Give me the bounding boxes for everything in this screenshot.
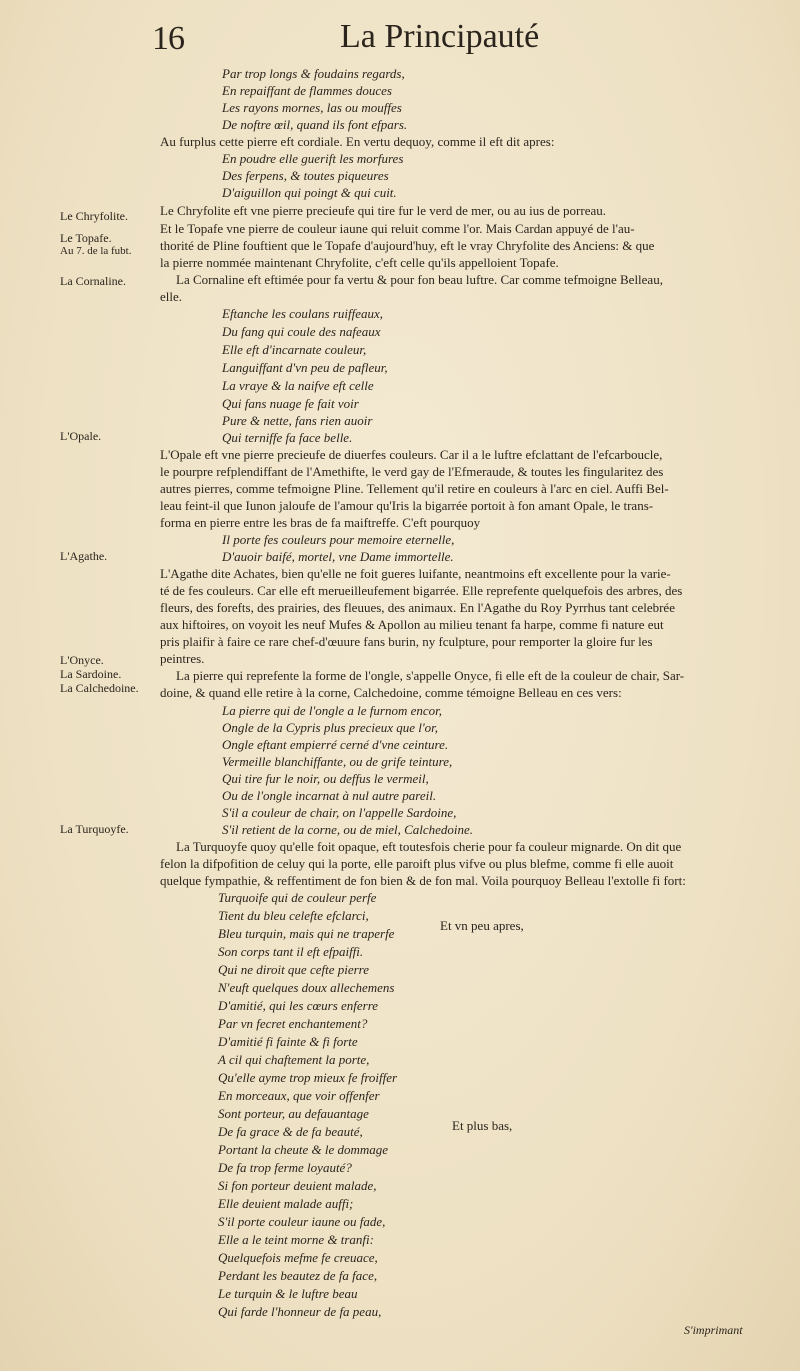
text-line: Des ferpens, & toutes piqueures <box>222 168 389 183</box>
text-line: le pourpre refplendiffant de l'Amethifte, le verd gay de l'Efmeraude, & toutes les fingularitez des <box>160 464 664 479</box>
margin-note-chrysolite: Le Chryfolite. <box>60 209 128 223</box>
text-line: Languiffant d'vn peu de pafleur, <box>222 360 388 375</box>
text-line: Ongle de la Cypris plus precieux que l'or, <box>222 720 439 735</box>
text-line: leau feint-il que Iunon jaloufe de l'amour qu'Iris la bigarrée portoit à fon amant Opale, le trans- <box>160 498 654 513</box>
text-line: quelque fympathie, & reffentiment de fon bien & de fon mal. Voila pourquoy Belleau l'extolle fi fort: <box>160 873 686 888</box>
text-line: Qu'elle ayme trop mieux fe froiffer <box>218 1070 398 1085</box>
text-line: la pierre nommée maintenant Chryfolite, c'eft celle qu'ils appelloient Topafe. <box>160 255 559 270</box>
text-line: Qui fans nuage fe fait voir <box>222 396 359 411</box>
text-line: S'il a couleur de chair, on l'appelle Sardoine, <box>222 805 457 820</box>
text-line: Turquoife qui de couleur perfe <box>218 890 377 905</box>
text-line: La vraye & la naifve eft celle <box>222 378 374 393</box>
margin-note-opale: L'Opale. <box>60 429 102 443</box>
text-line: De fa trop ferme loyauté? <box>218 1160 352 1175</box>
side-note: Et plus bas, <box>452 1118 513 1133</box>
text-line: Eftanche les coulans ruiffeaux, <box>222 306 384 321</box>
running-head: La Principauté <box>340 18 540 55</box>
text-line: N'euft quelques doux allechemens <box>218 980 395 995</box>
text-line: Au furplus cette pierre eft cordiale. En vertu dequoy, comme il eft dit apres: <box>160 134 555 149</box>
text-line: Son corps tant il eft efpaiffi. <box>218 944 364 959</box>
page-number: 16 <box>152 20 184 57</box>
text-line: peintres. <box>160 651 205 666</box>
text-line: Quelquefois mefme fe creuace, <box>218 1250 378 1265</box>
text-line: Qui tire fur le noir, ou deffus le vermeil, <box>222 771 429 786</box>
margin-note-turquoise: La Turquoyfe. <box>60 822 129 836</box>
text-line: Par vn fecret enchantement? <box>218 1016 368 1031</box>
text-line: Ou de l'ongle incarnat à nul autre pareil. <box>222 788 437 803</box>
text-line: Vermeille blanchiffante, ou de grife teinture, <box>222 754 453 769</box>
text-line: Par trop longs & foudains regards, <box>222 66 405 81</box>
text-line: forma en pierre entre les bras de fa maiftreffe. C'eft pourquoy <box>160 515 481 530</box>
text-line: S'il retient de la corne, ou de miel, Calchedoine. <box>222 822 474 837</box>
side-note: Et vn peu apres, <box>440 918 524 933</box>
text-line: Elle deuient malade auffi; <box>218 1196 354 1211</box>
text-line: Bleu turquin, mais qui ne traperfe <box>218 926 395 941</box>
text-line: Portant la cheute & le dommage <box>218 1142 389 1157</box>
text-line: Et le Topafe vne pierre de couleur iaune qui reluit comme l'or. Mais Cardan appuyé de l'au- <box>160 221 635 236</box>
text-line: Qui farde l'honneur de fa peau, <box>218 1304 382 1319</box>
text-line: elle. <box>160 289 183 304</box>
text-line: La Cornaline eft eftimée pour fa vertu & pour fon beau luftre. Car comme tefmoigne Belleau, <box>176 272 663 287</box>
text-line: D'auoir baifé, mortel, vne Dame immortelle. <box>222 549 454 564</box>
text-line: autres pierres, comme tefmoigne Pline. Tellement qu'il retire en couleurs à l'arc en ciel. Auffi Bel- <box>160 481 669 496</box>
text-line: Tient du bleu celefte efclarci, <box>218 908 369 923</box>
text-line: Elle a le teint morne & tranfi: <box>218 1232 374 1247</box>
text-line: Qui ne diroit que cefte pierre <box>218 962 370 977</box>
text-line: doine, & quand elle retire à la corne, Calchedoine, comme témoigne Belleau en ces vers: <box>160 685 622 700</box>
text-line: fleurs, des forefts, des prairies, des fleuues, des animaux. En l'Agathe du Roy Pyrrhus tant celebrée <box>160 600 675 615</box>
text-line: La pierre qui de l'ongle a le furnom encor, <box>222 703 443 718</box>
text-line: En morceaux, que voir offenfer <box>218 1088 380 1103</box>
margin-note-sardoine: La Sardoine. <box>60 667 122 681</box>
margin-note-reference: Au 7. de la fubt. <box>60 245 132 257</box>
text-line: Du fang qui coule des nafeaux <box>222 324 381 339</box>
text-line: Si fon porteur deuient malade, <box>218 1178 377 1193</box>
text-line: Il porte fes couleurs pour memoire eternelle, <box>222 532 455 547</box>
text-line: D'amitié, qui les cœurs enferre <box>218 998 379 1013</box>
text-line: Qui terniffe fa face belle. <box>222 430 353 445</box>
text-line: D'aiguillon qui poingt & qui cuit. <box>222 185 397 200</box>
text-line: aux hiftoires, on voyoit les neuf Mufes & Apollon au milieu tenant fa harpe, comme fi nature eut <box>160 617 664 632</box>
text-line: Sont porteur, au defauantage <box>218 1106 369 1121</box>
text-line: La pierre qui reprefente la forme de l'ongle, s'appelle Onyce, fi elle eft de la couleur de chair, Sar- <box>176 668 685 683</box>
text-line: Pure & nette, fans rien auoir <box>222 413 373 428</box>
text-line: S'il porte couleur iaune ou fade, <box>218 1214 386 1229</box>
catchword: S'imprimant <box>684 1323 743 1337</box>
text-line: De noftre œil, quand ils font efpars. <box>222 117 408 132</box>
text-line: Le Chryfolite eft vne pierre precieufe qui tire fur le verd de mer, ou au ius de porreau. <box>160 203 606 218</box>
text-line: Perdant les beautez de fa face, <box>218 1268 378 1283</box>
text-line: pris plaifir à faire ce rare chef-d'œuure fans burin, ny fculpture, pour remporter la gloire fur les <box>160 634 653 649</box>
text-line: Le turquin & le luftre beau <box>218 1286 358 1301</box>
margin-note-agathe: L'Agathe. <box>60 549 108 563</box>
text-line: D'amitié fi fainte & fi forte <box>218 1034 358 1049</box>
text-line: La Turquoyfe quoy qu'elle foit opaque, eft toutesfois cherie pour fa couleur mignarde. On dit que <box>176 839 682 854</box>
text-line: Ongle eftant empierré cerné d'vne ceinture. <box>222 737 449 752</box>
text-line: En repaiffant de flammes douces <box>222 83 392 98</box>
text-line: té de fes couleurs. Car elle eft merueilleufement bigarrée. Elle reprefente quelquefois des arbres, des <box>160 583 683 598</box>
margin-note-cornaline: La Cornaline. <box>60 274 126 288</box>
text-line: Elle eft d'incarnate couleur, <box>222 342 367 357</box>
text-line: felon la difpofition de celuy qui la porte, elle paroift plus vifve ou plus blefme, comme fi elle auoit <box>160 856 674 871</box>
margin-note-onyce: L'Onyce. <box>60 653 104 667</box>
text-line: thorité de Pline fouftient que le Topafe d'aujourd'huy, eft le vray Chryfolite des Anciens: & que <box>160 238 655 253</box>
text-line: En poudre elle guerift les morfures <box>222 151 404 166</box>
text-line: L'Opale eft vne pierre precieufe de diuerfes couleurs. Car il a le luftre efclattant de l'efcarboucle, <box>160 447 663 462</box>
margin-note-calchedoine: La Calchedoine. <box>60 681 139 695</box>
margin-note-topaze: Le Topafe. <box>60 231 112 245</box>
text-line: L'Agathe dite Achates, bien qu'elle ne foit gueres luifante, neantmoins eft excellente pour la varie- <box>160 566 671 581</box>
text-line: De fa grace & de fa beauté, <box>218 1124 363 1139</box>
text-line: A cil qui chaftement la porte, <box>218 1052 370 1067</box>
text-line: Les rayons mornes, las ou mouffes <box>222 100 402 115</box>
